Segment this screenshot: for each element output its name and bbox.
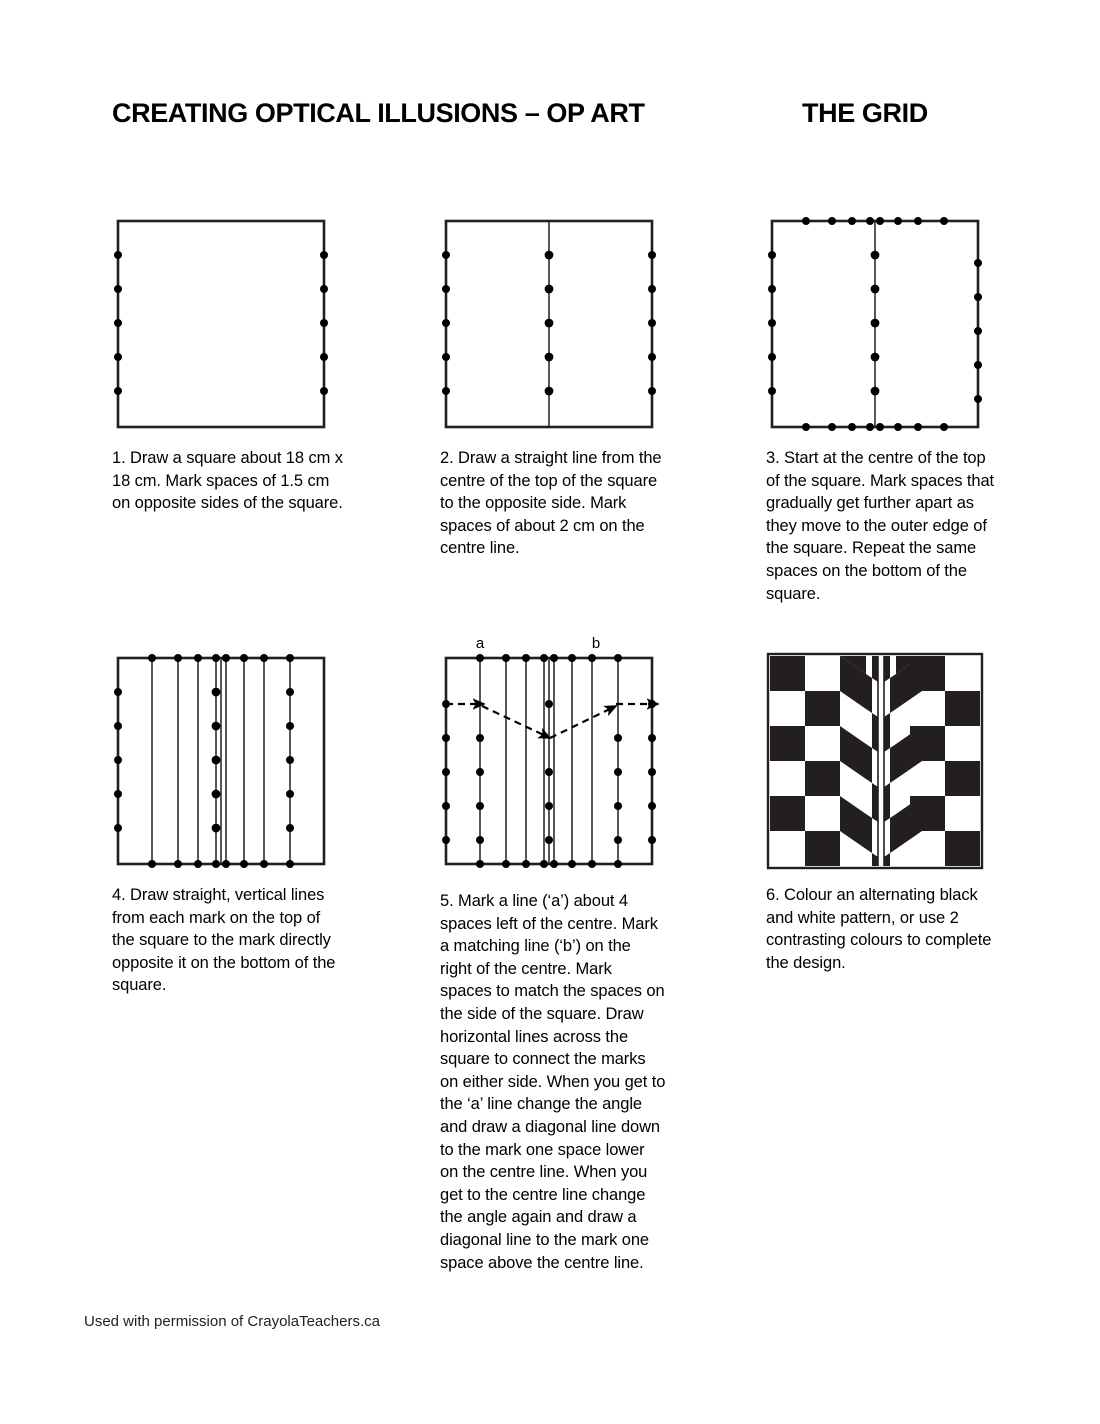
step-3: [766, 215, 1046, 605]
step-1: [112, 215, 392, 515]
step-4-caption: 4. Draw straight, vertical lines from each mark on the top of the square to the mark directly opposite it on the bottom of the square.: [112, 886, 336, 995]
step-2: [440, 215, 720, 560]
step-6-caption: 6. Colour an alternating black and white pattern, or use 2 contrasting colours to complete the design.: [766, 886, 992, 972]
figure-square-with-vertical-lines: [112, 652, 330, 870]
guide-label-b: b: [591, 635, 601, 652]
step-4: [112, 652, 392, 997]
page-title-secondary: THE GRID: [802, 98, 928, 128]
guide-label-a: a: [475, 635, 485, 652]
step-2-caption: 2. Draw a straight line from the centre of the top of the square to the opposite side. Mark spaces of about 2 cm on the centre line.: [440, 449, 662, 558]
figure-square-with-side-marks: [112, 215, 330, 433]
step-1-caption: 1. Draw a square about 18 cm x 18 cm. Mark spaces of 1.5 cm on opposite sides of the square.: [112, 449, 343, 513]
step-6: [766, 652, 1046, 974]
figure-square-with-chevron-guide: [424, 626, 674, 876]
figure-op-art-chevron-checkerboard: [766, 652, 984, 870]
step-5: [440, 635, 720, 1274]
page-title: CREATING OPTICAL ILLUSIONS – OP ART: [112, 98, 645, 128]
figure-square-with-centre-line: [440, 215, 658, 433]
step-5-caption: 5. Mark a line (‘a’) about 4 spaces left of the centre. Mark a matching line (‘b’) on the right of the centre. Mark spaces to match the spaces on the side of the square. Draw horizontal lines across the square to connect the marks on either side. When you get to the ‘a’ line change the angle and draw a diagonal line down to the mark one space lower on the centre line. When you get to the centre line change the angle again and draw a diagonal line to the mark one space above the centre line.: [440, 892, 666, 1272]
permission-footer: Used with permission of CrayolaTeachers.ca: [84, 1313, 380, 1330]
figure-square-with-graduated-top-marks: [766, 215, 984, 433]
step-3-caption: 3. Start at the centre of the top of the square. Mark spaces that gradually get further apart as they move to the outer edge of the square. Repeat the same spaces on the bottom of the square.: [766, 449, 995, 603]
